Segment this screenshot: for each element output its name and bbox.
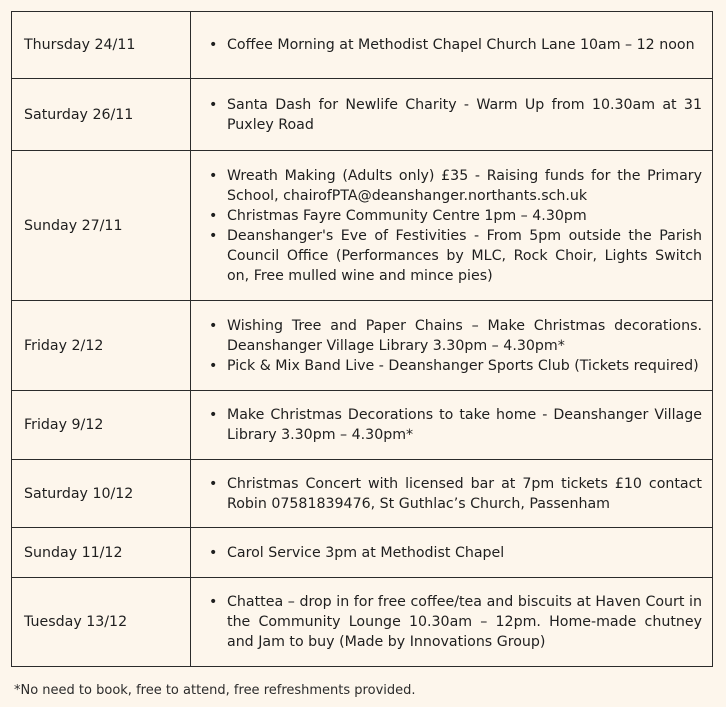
event-item: • Pick & Mix Band Live - Deanshanger Sports Club (Tickets required) xyxy=(227,356,702,376)
table-row xyxy=(12,12,713,79)
event-item: • Wishing Tree and Paper Chains – Make Christmas decorations. Deanshanger Village Library 3.30pm – 4.30pm* xyxy=(227,316,702,356)
event-item: • Coffee Morning at Methodist Chapel Church Lane 10am – 12 noon xyxy=(227,35,702,55)
event-item: • Chattea – drop in for free coffee/tea and biscuits at Haven Court in the Community Lounge 10.30am – 12pm. Home-made chutney and Jam to buy (Made by Innovations Group) xyxy=(227,592,702,652)
day-cell: Friday 9/12 xyxy=(12,391,191,460)
table-row xyxy=(12,460,713,528)
events-cell xyxy=(191,578,713,667)
day-cell: Saturday 26/11 xyxy=(12,79,191,151)
event-list xyxy=(207,592,702,652)
table-row xyxy=(12,301,713,391)
event-item: • Santa Dash for Newlife Charity - Warm Up from 10.30am at 31 Puxley Road xyxy=(227,95,702,135)
event-list xyxy=(207,95,702,135)
events-cell xyxy=(191,151,713,301)
day-cell: Friday 2/12 xyxy=(12,301,191,391)
event-list xyxy=(207,474,702,514)
table-row xyxy=(12,151,713,301)
event-item: • Carol Service 3pm at Methodist Chapel xyxy=(227,543,702,563)
event-list xyxy=(207,35,702,55)
events-cell xyxy=(191,391,713,460)
events-cell xyxy=(191,12,713,79)
table-row xyxy=(12,79,713,151)
table-row xyxy=(12,391,713,460)
event-list xyxy=(207,405,702,445)
events-cell xyxy=(191,301,713,391)
event-list xyxy=(207,316,702,376)
event-item: • Make Christmas Decorations to take home - Deanshanger Village Library 3.30pm – 4.30pm* xyxy=(227,405,702,445)
events-cell xyxy=(191,528,713,578)
day-cell: Tuesday 13/12 xyxy=(12,578,191,667)
events-cell xyxy=(191,79,713,151)
event-list xyxy=(207,543,702,563)
event-list xyxy=(207,166,702,286)
table-row xyxy=(12,578,713,667)
event-item: • Christmas Concert with licensed bar at 7pm tickets £10 contact Robin 07581839476, St Guthlac’s Church, Passenham xyxy=(227,474,702,514)
table-row xyxy=(12,528,713,578)
events-schedule-table xyxy=(11,11,713,667)
day-cell: Sunday 11/12 xyxy=(12,528,191,578)
events-cell xyxy=(191,460,713,528)
event-item: • Wreath Making (Adults only) £35 - Raising funds for the Primary School, chairofPTA@deanshanger.northants.sch.uk xyxy=(227,166,702,206)
day-cell: Thursday 24/11 xyxy=(12,12,191,79)
day-cell: Saturday 10/12 xyxy=(12,460,191,528)
event-item: • Christmas Fayre Community Centre 1pm – 4.30pm xyxy=(227,206,702,226)
event-item: • Deanshanger's Eve of Festivities - From 5pm outside the Parish Council Office (Performances by MLC, Rock Choir, Lights Switch on, Free mulled wine and mince pies) xyxy=(227,226,702,286)
day-cell: Sunday 27/11 xyxy=(12,151,191,301)
footnote: *No need to book, free to attend, free refreshments provided. xyxy=(14,683,416,698)
